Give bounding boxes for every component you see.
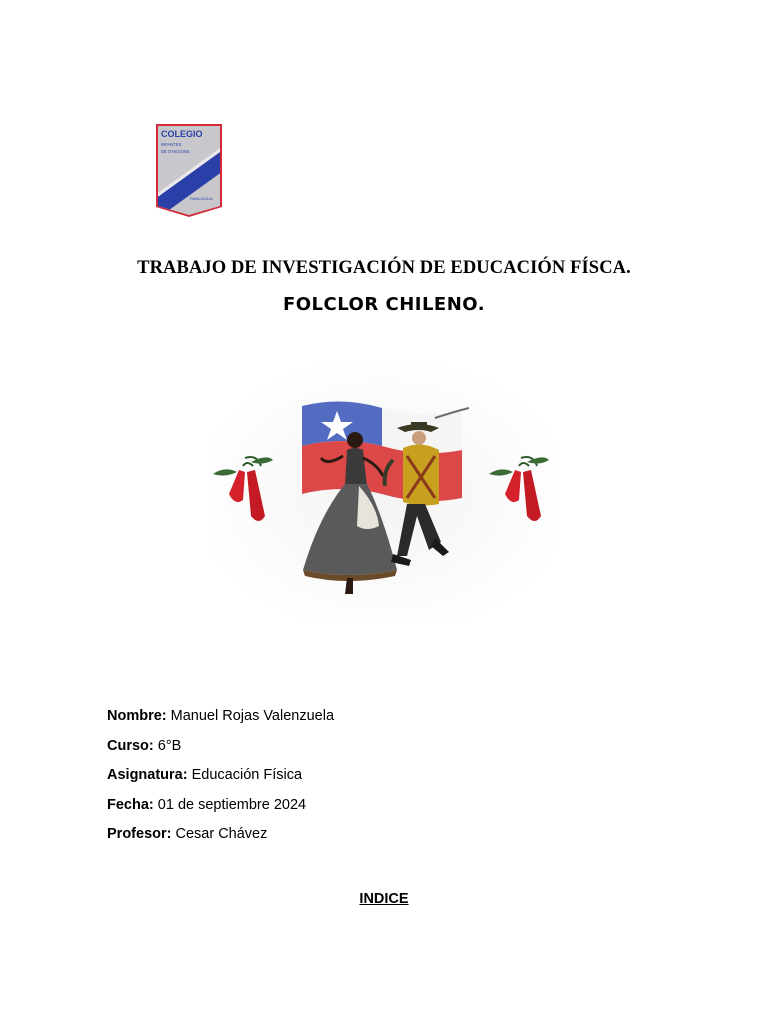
info-label: Nombre:: [107, 708, 167, 724]
info-row-asignatura: [107, 765, 334, 795]
info-value: Educación Física: [191, 767, 303, 783]
info-label: Fecha:: [107, 796, 154, 813]
info-value: 01 de septiembre 2024: [157, 796, 307, 813]
info-value: 6°B: [157, 737, 182, 754]
logo-city: RANCAGUA: [190, 196, 213, 201]
indice-heading: INDICE: [359, 891, 409, 907]
info-label: Profesor:: [107, 826, 172, 842]
student-info: [107, 706, 334, 854]
info-value: Cesar Chávez: [175, 826, 268, 842]
cueca-dancers-illustration: [207, 366, 559, 624]
info-row-profesor: [107, 824, 334, 854]
info-label: Curso:: [107, 737, 154, 754]
info-row-curso: [107, 736, 334, 766]
document-subtitle: FOLCLOR CHILENO.: [282, 294, 486, 315]
logo-title: COLEGIO: [161, 129, 203, 139]
info-value: Manuel Rojas Valenzuela: [170, 708, 335, 724]
school-logo: [154, 122, 224, 218]
document-title: TRABAJO DE INVESTIGACIÓN DE EDUCACIÓN FÍSCA.: [137, 258, 631, 278]
logo-subtitle-1: INFANTES: [161, 142, 182, 147]
info-row-nombre: [107, 706, 334, 736]
logo-subtitle-2: DE O'HIGGINS: [161, 149, 190, 154]
info-label: Asignatura:: [107, 767, 188, 783]
info-row-fecha: [107, 795, 334, 825]
